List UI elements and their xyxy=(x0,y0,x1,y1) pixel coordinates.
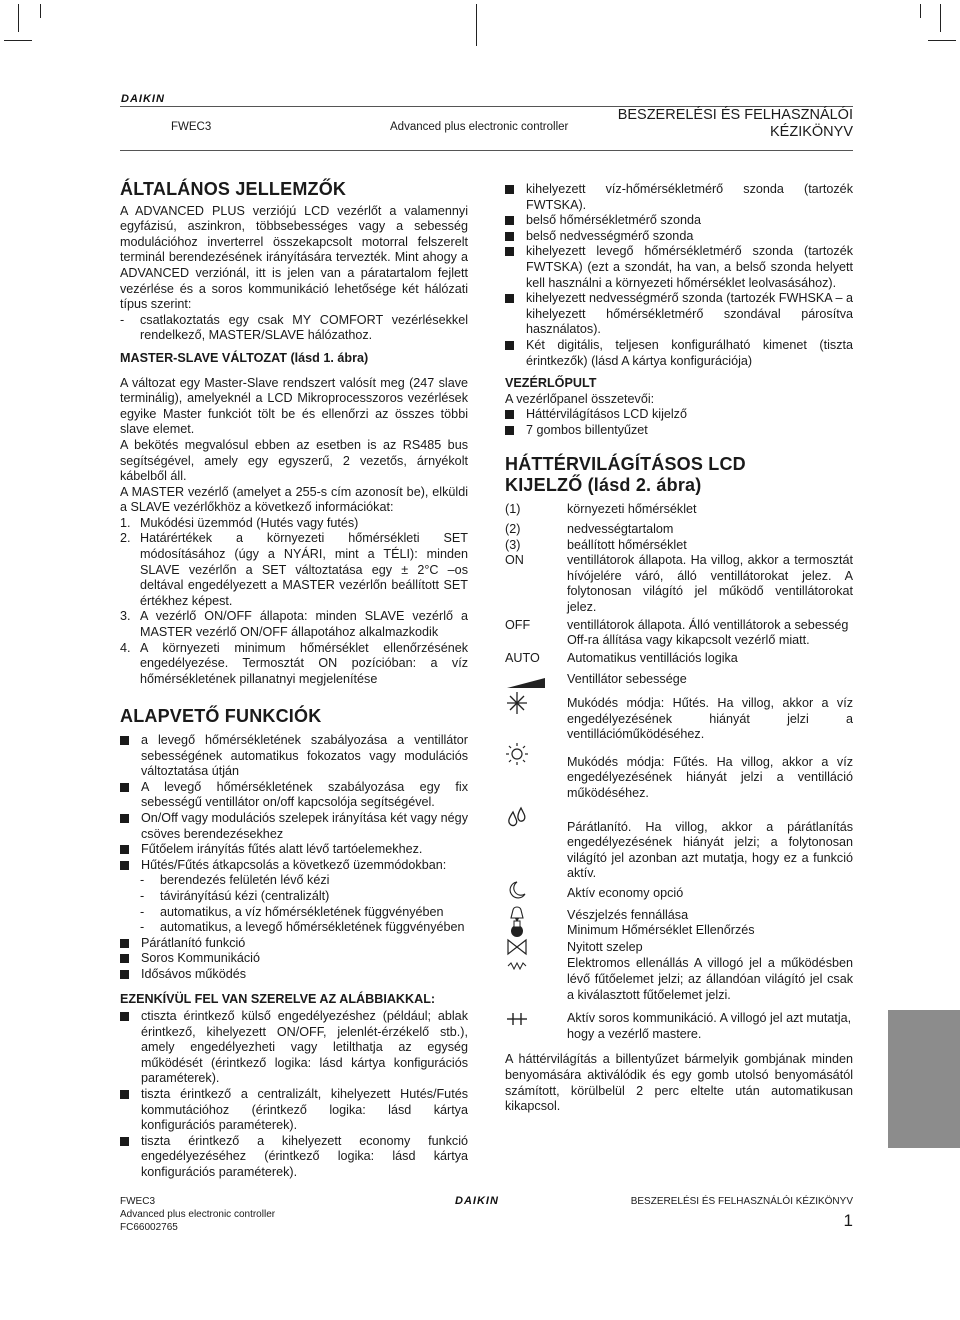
legend-key: (3) xyxy=(505,537,521,552)
bullet-item: 7 gombos billentyűzet xyxy=(505,423,853,439)
bullet-list xyxy=(120,733,468,983)
bullet-item: ctiszta érintkező külső engedélyezéshez (például; ablak érintkező, kihelyezett ON/OFF, jelenlét-érzékelő stb.), amely engedélyezheti vagy letilthatja az egység működését (érintkező logika: lásd kártya konfigurációs paraméterek). xyxy=(120,1009,468,1087)
legend-row xyxy=(505,940,853,956)
page-number: 1 xyxy=(843,1211,853,1230)
right-column xyxy=(505,182,853,1115)
legend-text: Ventillátor sebessége xyxy=(567,672,687,687)
header-product: Advanced plus electronic controller xyxy=(390,121,569,133)
numbered-item xyxy=(120,609,468,640)
bullet-item: On/Off vagy modulációs szelepek irányítása két vagy négy csöves berendezésekhez xyxy=(120,811,468,842)
legend-text: Minimum Hőmérséklet Ellenőrzés xyxy=(567,923,755,938)
legend-text: Automatikus ventillációs logika xyxy=(567,650,738,665)
mode-item: - automatikus, a víz hőmérsékletének függvényében xyxy=(120,905,468,921)
bullet-item: belső hőmérsékletmérő szonda xyxy=(505,213,853,229)
section-title: ALAPVETŐ FUNKCIÓK xyxy=(120,706,322,727)
paragraph: A bekötés megvalósul ebben az esetben is az RS485 bus segítségével, amely egy egyszerű, 2 vezetős, árnyékolt kábelből áll. xyxy=(120,437,468,484)
header-model: FWEC3 xyxy=(171,121,212,133)
daikin-logo: DAIKIN xyxy=(121,93,165,105)
item-text: A vezérlő ON/OFF állapota: minden SLAVE vezérlő a MASTER vezérlő ON/OFF állapotához alkalmazkodik xyxy=(140,609,468,640)
item-text: Mukódési üzemmód (Hutés vagy futés) xyxy=(140,515,359,530)
crop-mark xyxy=(920,4,921,18)
legend-text: Aktív economy opció xyxy=(567,885,684,900)
crop-mark xyxy=(40,4,41,18)
legend-text: Mukódés módja: Hűtés. Ha villog, akkor a víz engedélyezésének hiányát jelzi a ventillációműködéséhez. xyxy=(567,696,853,742)
footer-code: FC66002765 xyxy=(120,1222,178,1233)
header-rule xyxy=(120,150,853,151)
network-icon xyxy=(505,1007,545,1033)
section-title: ÁLTALÁNOS JELLEMZŐK xyxy=(120,179,347,199)
legend-row xyxy=(505,1011,853,1042)
numbered-item xyxy=(120,516,468,532)
legend-row xyxy=(505,886,853,902)
legend-key: AUTO xyxy=(505,650,540,665)
bullet-item: Soros Kommunikáció xyxy=(120,951,468,967)
legend-key: OFF xyxy=(505,617,531,632)
paragraph: A változat egy Master-Slave rendszert valósít meg (247 slave terminálig), amelyeknél a LCD Mikroprocesszoros vezérlések egyike Master funkciót tölt be és ellenőrzi az összes többi slave elemet. xyxy=(120,375,468,437)
manual-title-line2: KÉZIKÖNYV xyxy=(770,124,853,140)
item-text: A környezeti minimum hőmérséklet ellenőrzésének engedélyezése. Termosztát ON pozícióban: a víz hőmérsékletének pillanatnyi megjelenítése xyxy=(140,640,468,686)
manual-title-line1: BESZERELÉSI ÉS FELHASZNÁLÓI xyxy=(617,107,853,123)
crop-mark xyxy=(940,4,941,32)
legend-text: Elektromos ellenállás A villogó jel a működésben lévő fűtőelemet jelzi; az állandóan világító jel csak a kiválasztott fűtőelemet jelzi. xyxy=(567,956,853,1002)
bullet-item: belső nedvességmérő szonda xyxy=(505,229,853,245)
bullet-item: Hűtés/Fűtés átkapcsolás a következő üzemmódokban: xyxy=(120,858,468,874)
mode-item: - automatikus, a levegő hőmérsékletének függvényében xyxy=(120,920,468,936)
legend-row xyxy=(505,502,853,518)
legend-text: Párátlanító. Ha villog, akkor a párátlanítás engedélyezésének hiányát jelzi; a folytonosan világító jel azonban azt mutatja, hogy ez a funkció aktív. xyxy=(567,819,853,881)
lcd-legend xyxy=(505,502,853,1043)
bullet-item: Két digitális, teljesen konfigurálható kimenet (tiszta érintkezők) (lásd A kártya konfigurációja) xyxy=(505,338,853,369)
footer-model: FWEC3 xyxy=(120,1196,155,1207)
bullet-item: Párátlanító funkció xyxy=(120,936,468,952)
bullet-item: Fűtőelem irányítás fűtés alatt lévő tartóelemekhez. xyxy=(120,842,468,858)
legend-row xyxy=(505,672,853,688)
legend-key: ON xyxy=(505,553,524,568)
legend-text: Vészjelzés fennállása xyxy=(567,907,689,922)
numbered-item xyxy=(120,531,468,609)
bullet-item: kihelyezett nedvességmérő szonda (tartozék FWHSKA – a kihelyezett hőmérsékletmérő szondával párosítva használatos). xyxy=(505,291,853,338)
legend-row xyxy=(505,696,853,743)
legend-key: (1) xyxy=(505,501,521,516)
mode-item: - berendezés felületén lévő kézi xyxy=(120,873,468,889)
item-number: 3. xyxy=(120,609,131,624)
legend-text: ventillátorok állapota. Ha villog, akkor a termosztát hívójelére váró, álló ventillátorokat jelez. A folytonosan világító jel működő ventillátorokat jelez. xyxy=(567,553,853,615)
legend-text: Aktív soros kommunikáció. A villogó jel azt mutatja, hogy a vezérlő mastere. xyxy=(567,1011,852,1041)
bullet-list xyxy=(505,182,853,369)
legend-row xyxy=(505,923,853,939)
legend-text: környezeti hőmérséklet xyxy=(567,501,697,516)
crop-mark xyxy=(18,4,19,32)
legend-text: Nyitott szelep xyxy=(567,939,643,954)
legend-text: nedvességtartalom xyxy=(567,522,674,537)
bullet-item: Háttérvilágításos LCD kijelző xyxy=(505,407,853,423)
header-manual-title xyxy=(618,107,853,141)
bullet-item: a levegő hőmérsékletének szabályozása a ventillátor sebességének automatikus fokozatos vagy modulációs változtatása útján xyxy=(120,733,468,780)
footer-left xyxy=(120,1195,275,1234)
legend-key: (2) xyxy=(505,522,521,537)
bullet-item: Idősávos működés xyxy=(120,967,468,983)
legend-text: ventillátorok állapota. Álló ventillátorok a sebesség Off-ra állítása vagy kikapcsolt vezérlő miatt. xyxy=(567,617,849,648)
moon-icon xyxy=(505,878,545,904)
legend-row xyxy=(505,651,853,667)
chapter-tab xyxy=(888,1010,960,1148)
snowflake-icon xyxy=(505,690,545,716)
section-title: HÁTTÉRVILÁGÍTÁSOS LCD KIJELZŐ (lásd 2. ábra) xyxy=(505,453,746,495)
numbered-item xyxy=(120,641,468,688)
legend-row xyxy=(505,755,853,802)
legend-row xyxy=(505,553,853,615)
paragraph: A ADVANCED PLUS verziójú LCD vezérlőt a valamennyi egyfázisú, aszinkron, többsebességes vagy a sebesség modulációhoz inverterrel összekapcsolt motorral felszerelt terminál berendezésének irányítására tervezték. Mint ahogy a ADVANCED verziónál, itt is jelen van a páratartalom fejlett vezérlése és a soros kommunikáció lehetősége két hálózati típus szerint: xyxy=(120,203,468,312)
subheading: EZENKÍVÜL FEL VAN SZERELVE AZ ALÁBBIAKKAL: xyxy=(120,991,436,1006)
item-number: 1. xyxy=(120,515,131,530)
footer-manual: BESZERELÉSI ÉS FELHASZNÁLÓI KÉZIKÖNYV xyxy=(630,1196,853,1207)
legend-row xyxy=(505,538,853,554)
sun-icon xyxy=(505,741,545,767)
subheading: MASTER-SLAVE VÁLTOZAT (lásd 1. ábra) xyxy=(120,350,369,365)
bullet-item: kihelyezett levegő hőmérsékletmérő szonda (tartozék FWTSKA) (ezt a szondát, ha van, a belső szonda helyett kell használni a környezeti hőmérséklet leolvasásához). xyxy=(505,244,853,291)
numbered-list xyxy=(120,516,468,688)
footer-daikin-logo: DAIKIN xyxy=(455,1195,499,1207)
legend-row xyxy=(505,522,853,538)
legend-row xyxy=(505,956,853,1003)
subheading: VEZÉRLŐPULT xyxy=(505,376,597,391)
bullet-item: kihelyezett víz-hőmérsékletmérő szonda (tartozék FWTSKA). xyxy=(505,182,853,213)
crop-mark xyxy=(476,4,477,46)
bullet-item: tiszta érintkező a kihelyezett economy funkció engedélyezéséhez (érintkező logika: lásd kártya konfigurációs paraméterek). xyxy=(120,1134,468,1181)
bullet-item: A levegő hőmérsékletének szabályozása egy fix sebességű ventillátor on/off kapcsolója segítségével. xyxy=(120,780,468,811)
paragraph: A MASTER vezérlő (amelyet a 255-s cím azonosít be), elküldi a SLAVE vezérlőkhöz a következő információkat: xyxy=(120,484,468,515)
legend-text: Mukódés módja: Fűtés. Ha villog, akkor a víz engedélyezésének hiányát jelzi a ventilláció működéséhez. xyxy=(567,754,853,800)
legend-row xyxy=(505,908,853,924)
left-column xyxy=(120,179,468,1181)
item-number: 4. xyxy=(120,640,131,655)
crop-mark xyxy=(4,40,32,41)
bullet-list xyxy=(120,1009,468,1181)
footer-product: Advanced plus electronic controller xyxy=(120,1209,276,1220)
item-text: Határértékek a környezeti hőmérsékleti SET módosításához (úgy a NYÁRI, mint a TÉLI): minden SLAVE vezérlőn a SET változtatása egy ± 2°C –os deltával engedélyezett a MASTER vezérlőn beállított SET értékhez képest. xyxy=(140,531,468,608)
mode-item: - távirányítású kézi (centralizált) xyxy=(120,889,468,905)
legend-text: beállított hőmérséklet xyxy=(567,537,687,552)
legend-row xyxy=(505,618,853,649)
drops-icon xyxy=(505,806,545,832)
heater-icon xyxy=(505,954,545,980)
bullet-item: tiszta érintkező a centralizált, kihelyezett Hutés/Futés kommutációhoz (érintkező logika: lásd kártya konfigurációs paraméterek). xyxy=(120,1087,468,1134)
crop-mark xyxy=(928,40,956,41)
legend-row xyxy=(505,820,853,882)
paragraph: A vezérlőpanel összetevői: xyxy=(505,391,655,406)
dash-item: - csatlakoztatás egy csak MY COMFORT vezérlésekkel rendelkező, MASTER/SLAVE hálózathoz. xyxy=(120,313,468,344)
paragraph: A háttérvilágítás a billentyűzet bármelyik gombjának minden benyomására aktiválódik és egy gomb utolsó benyomásától számított, körülbelül 2 perc eltelte után automatikusan kikapcsol. xyxy=(505,1052,853,1114)
item-number: 2. xyxy=(120,531,131,546)
